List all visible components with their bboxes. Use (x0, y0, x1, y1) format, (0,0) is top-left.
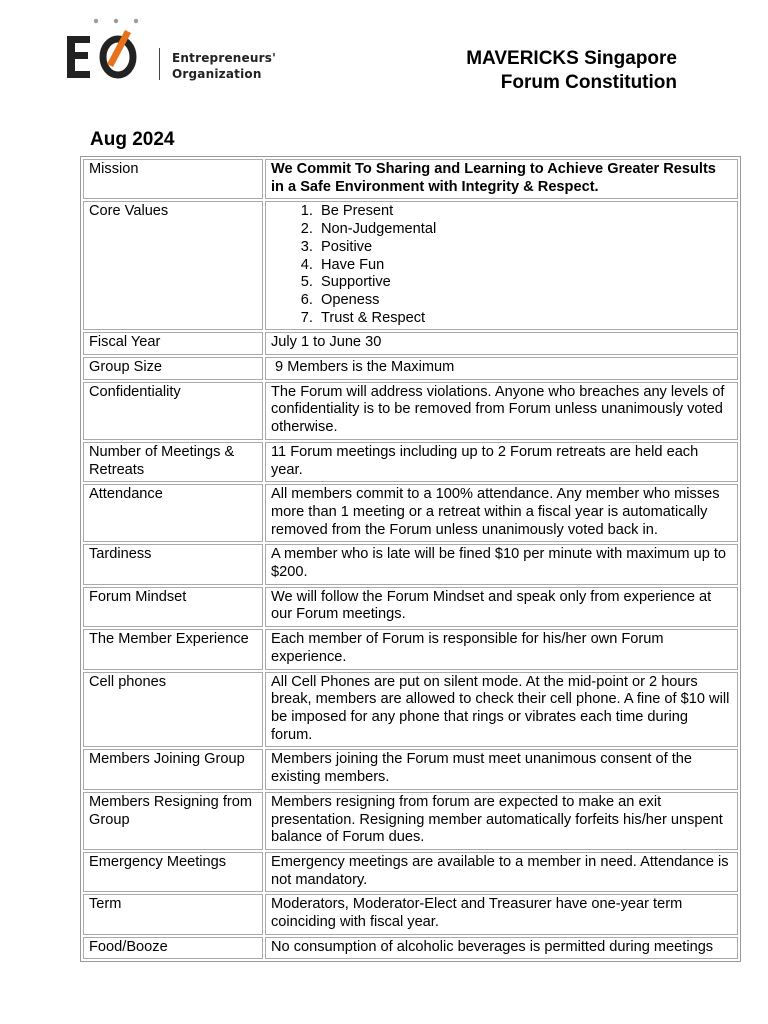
row-value: Emergency meetings are available to a member in need. Attendance is not mandatory. (265, 852, 738, 892)
row-value: No consumption of alcoholic beverages is permitted during meetings (265, 937, 738, 960)
table-row-mission (83, 159, 738, 199)
logo-dot-1 (94, 19, 98, 23)
row-label: Attendance (83, 484, 263, 542)
row-label: Term (83, 894, 263, 934)
eo-logo (60, 14, 275, 84)
row-value: We will follow the Forum Mindset and speak only from experience at our Forum meetings. (265, 587, 738, 627)
row-value: Moderators, Moderator-Elect and Treasurer have one-year term coinciding with fiscal year. (265, 894, 738, 934)
row-value: Members resigning from forum are expected to make an exit presentation. Resigning member automatically forfeits his/her unspent balance of Forum dues. (265, 792, 738, 850)
core-value-item: 1. Be Present (317, 203, 732, 221)
logo-letter-e (67, 36, 90, 78)
row-value: We Commit To Sharing and Learning to Achieve Greater Results in a Safe Environment with Integrity & Respect. (265, 159, 738, 199)
core-value-item: 6. Openess (317, 292, 732, 310)
core-value-item: 2. Non-Judgemental (317, 221, 732, 239)
row-label: Cell phones (83, 672, 263, 748)
row-label: Emergency Meetings (83, 852, 263, 892)
row-value: 11 Forum meetings including up to 2 Forum retreats are held each year. (265, 442, 738, 482)
row-label: Group Size (83, 357, 263, 380)
title-line-2: Forum Constitution (500, 72, 677, 93)
table-row (83, 332, 738, 355)
table-row (83, 937, 738, 960)
table-row (83, 672, 738, 748)
row-value: Members joining the Forum must meet unanimous consent of the existing members. (265, 749, 738, 789)
row-label: Members Joining Group (83, 749, 263, 789)
table-row (83, 749, 738, 789)
row-label: Number of Meetings & Retreats (83, 442, 263, 482)
row-label: Fiscal Year (83, 332, 263, 355)
table-row (83, 894, 738, 934)
row-value: 9 Members is the Maximum (265, 357, 738, 380)
core-value-item: 4. Have Fun (317, 257, 732, 275)
document-title (466, 47, 677, 95)
table-row (83, 382, 738, 440)
row-label: Food/Booze (83, 937, 263, 960)
core-value-item: 7. Trust & Respect (317, 310, 732, 328)
row-label: Members Resigning from Group (83, 792, 263, 850)
table-row (83, 544, 738, 584)
row-value (265, 201, 738, 330)
core-values-list (271, 203, 732, 327)
row-label: Confidentiality (83, 382, 263, 440)
row-value: A member who is late will be fined $10 per minute with maximum up to $200. (265, 544, 738, 584)
core-value-item: 5. Supportive (317, 274, 732, 292)
row-value: All members commit to a 100% attendance. Any member who misses more than 1 meeting or a retreat within a fiscal year is automatically removed from the Forum unless unanimously voted back in. (265, 484, 738, 542)
logo-line-2: Organization (172, 67, 262, 81)
title-line-1: MAVERICKS Singapore (466, 48, 677, 69)
eo-logo-mark (60, 14, 150, 84)
row-value: The Forum will address violations. Anyone who breaches any levels of confidentiality is to be removed from Forum unless unanimously voted otherwise. (265, 382, 738, 440)
core-value-item: 3. Positive (317, 239, 732, 257)
table-row (83, 484, 738, 542)
table-row (83, 442, 738, 482)
table-row (83, 357, 738, 380)
row-label: Mission (83, 159, 263, 199)
logo-divider (159, 48, 160, 80)
logo-dot-3 (134, 19, 138, 23)
table-row-core-values (83, 201, 738, 330)
constitution-table (80, 156, 741, 962)
logo-wordmark (172, 50, 276, 82)
table-row (83, 587, 738, 627)
table-row (83, 852, 738, 892)
row-value: All Cell Phones are put on silent mode. At the mid-point or 2 hours break, members are allowed to check their cell phone. A fine of $10 will be imposed for any phone that rings or vibrates each time during forum. (265, 672, 738, 748)
table-row (83, 629, 738, 669)
logo-line-1: Entrepreneurs' (172, 51, 276, 65)
row-label: The Member Experience (83, 629, 263, 669)
row-label: Tardiness (83, 544, 263, 584)
row-value: Each member of Forum is responsible for his/her own Forum experience. (265, 629, 738, 669)
row-value: July 1 to June 30 (265, 332, 738, 355)
row-label: Forum Mindset (83, 587, 263, 627)
document-date: Aug 2024 (90, 129, 175, 150)
logo-dot-2 (114, 19, 118, 23)
row-label: Core Values (83, 201, 263, 330)
table-row (83, 792, 738, 850)
